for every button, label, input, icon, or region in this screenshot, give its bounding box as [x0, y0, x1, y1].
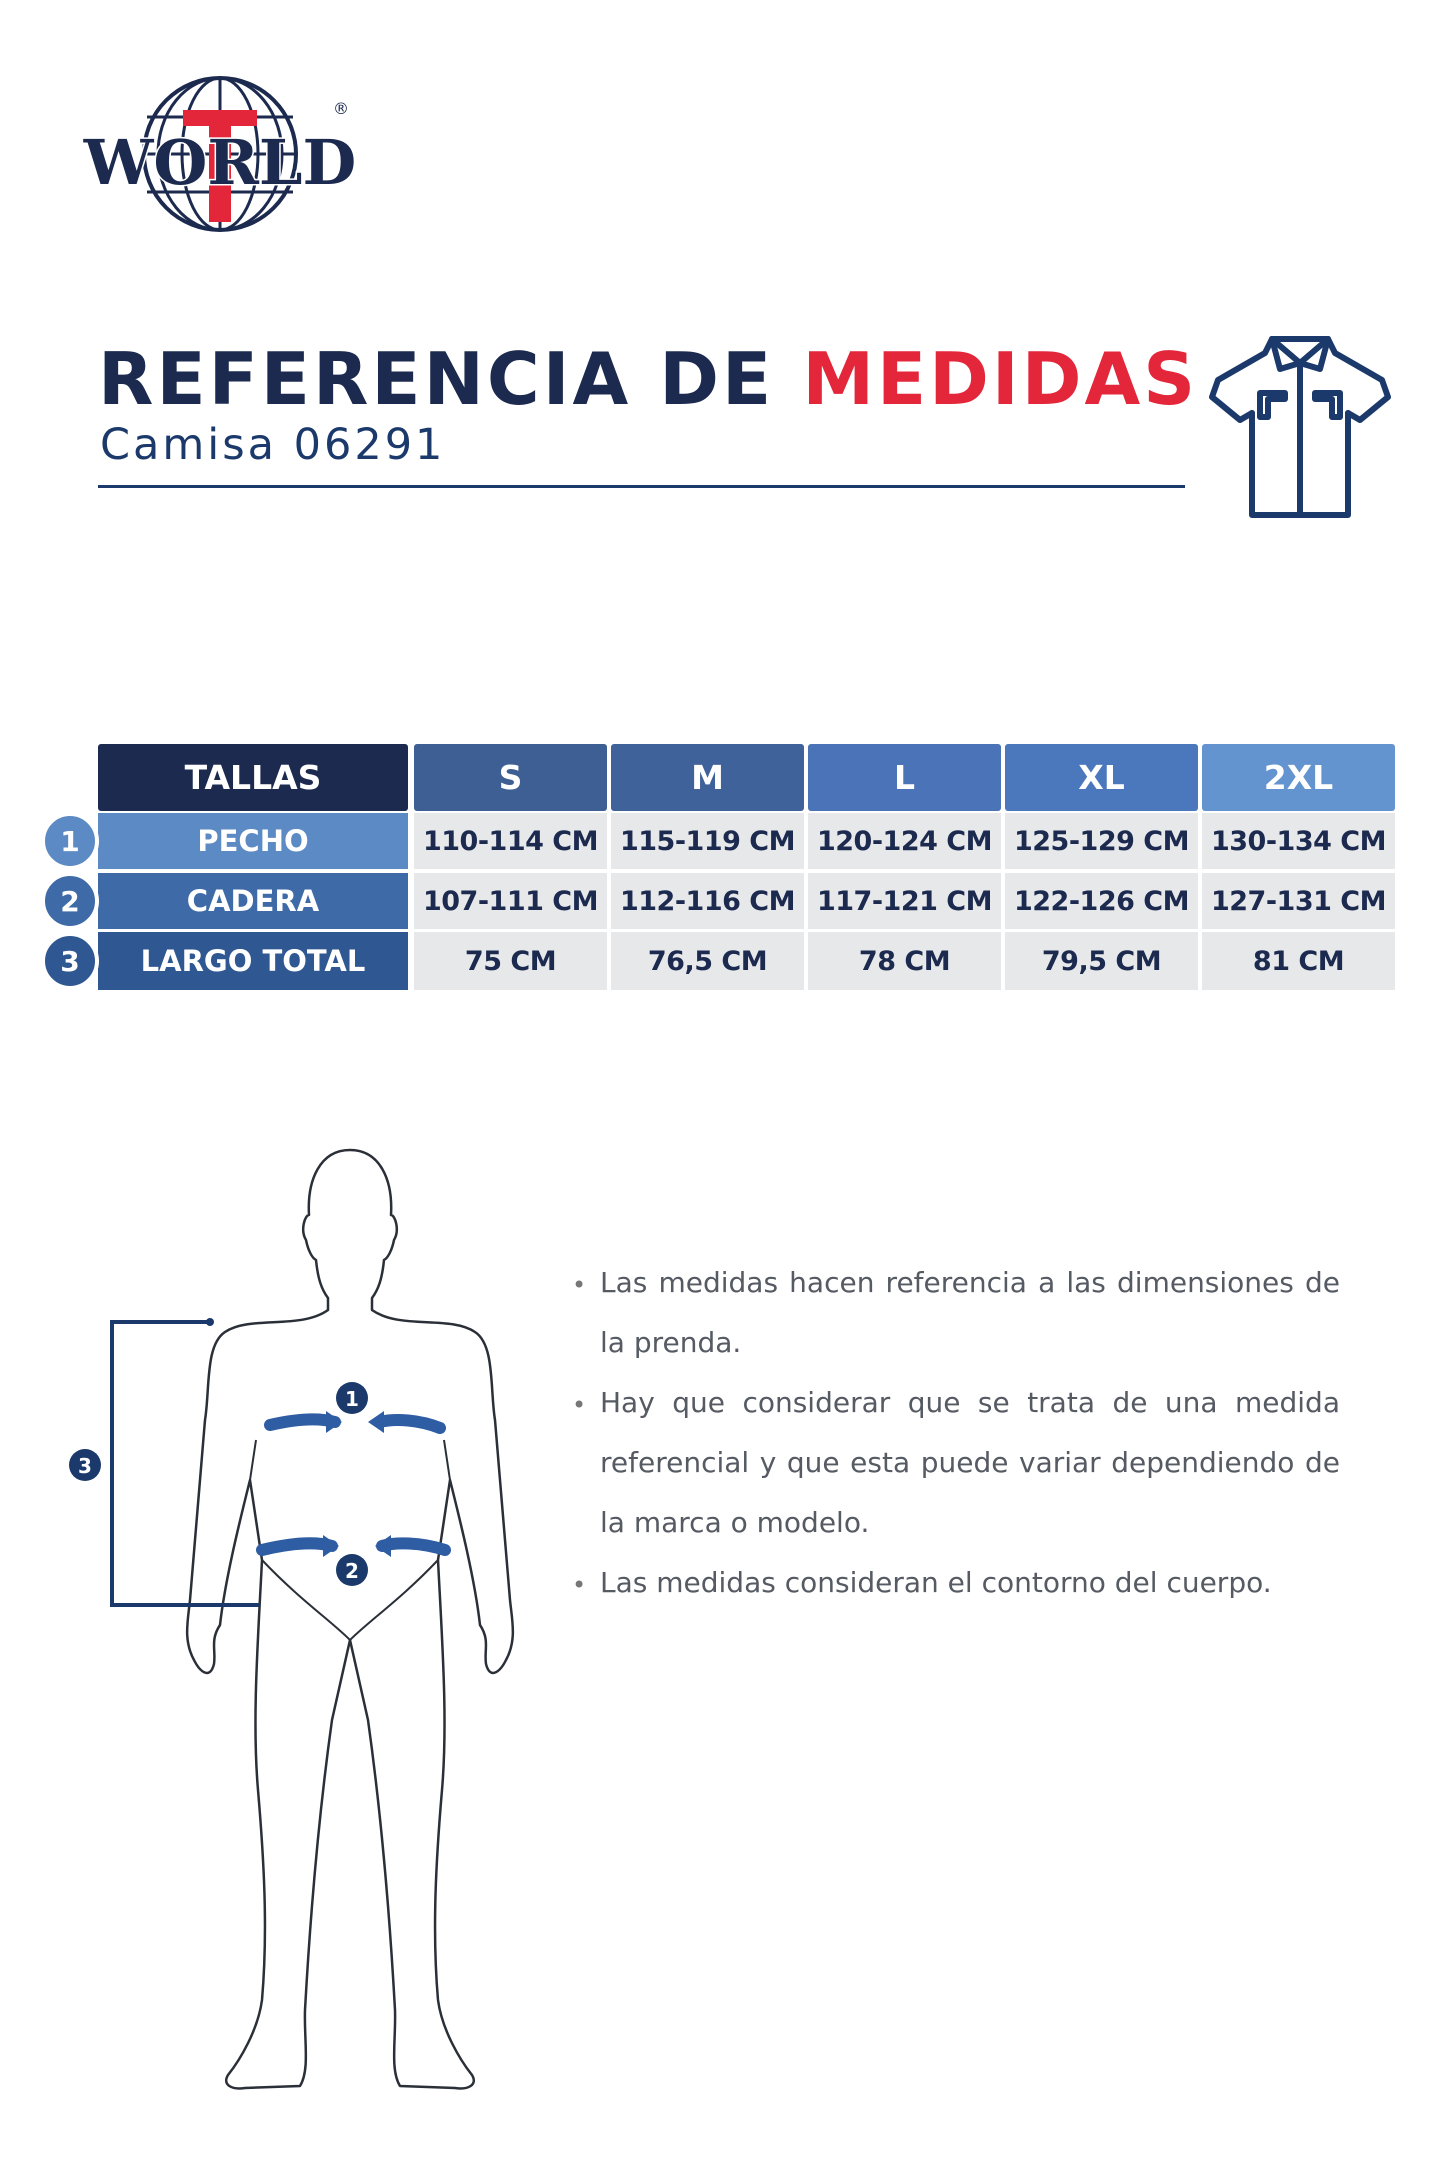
value-cell: 107-111 CM [414, 873, 607, 929]
value-cell: 130-134 CM [1202, 813, 1395, 869]
marker-3-label: 3 [78, 1454, 92, 1478]
page-subtitle: Camisa 06291 [100, 420, 446, 470]
value-cell: 112-116 CM [611, 873, 804, 929]
header-size-m: M [611, 744, 804, 811]
registered-mark: ® [333, 99, 349, 118]
header-tallas: TALLAS [98, 744, 408, 811]
title-main: REFERENCIA DE [98, 337, 775, 421]
row-number-badge: 3 [41, 932, 99, 990]
shirt-icon [1200, 325, 1400, 525]
value-cell: 79,5 CM [1005, 932, 1198, 990]
title-accent: MEDIDAS [802, 337, 1199, 421]
world-logo [83, 72, 357, 242]
logo-wordmark: WORLD [83, 126, 357, 199]
value-cell: 115-119 CM [611, 813, 804, 869]
marker-2-label: 2 [345, 1559, 359, 1583]
header-size-2xl: 2XL [1202, 744, 1395, 811]
header-size-s: S [414, 744, 607, 811]
value-cell: 78 CM [808, 932, 1001, 990]
value-cell: 120-124 CM [808, 813, 1001, 869]
value-cell: 81 CM [1202, 932, 1395, 990]
header-size-xl: XL [1005, 744, 1198, 811]
page-title [98, 337, 1199, 421]
row-label-pecho: PECHO [98, 813, 408, 869]
header-size-l: L [808, 744, 1001, 811]
note-item: • Hay que considerar que se trata de una medida referencial y que esta puede variar dependiendo de la marca o modelo. [570, 1373, 1340, 1553]
measurement-notes [570, 1253, 1340, 1613]
body-outline-icon [40, 1130, 540, 2130]
header-divider [98, 485, 1185, 488]
value-cell: 110-114 CM [414, 813, 607, 869]
value-cell: 127-131 CM [1202, 873, 1395, 929]
note-item: • Las medidas hacen referencia a las dimensiones de la prenda. [570, 1253, 1340, 1373]
marker-1-label: 1 [345, 1387, 359, 1411]
note-item: • Las medidas consideran el contorno del cuerpo. [570, 1553, 1340, 1613]
row-number-badge: 2 [41, 872, 99, 930]
value-cell: 122-126 CM [1005, 873, 1198, 929]
value-cell: 76,5 CM [611, 932, 804, 990]
row-number-badge: 1 [41, 812, 99, 870]
value-cell: 125-129 CM [1005, 813, 1198, 869]
value-cell: 117-121 CM [808, 873, 1001, 929]
row-label-cadera: CADERA [98, 873, 408, 929]
value-cell: 75 CM [414, 932, 607, 990]
row-label-largo-total: LARGO TOTAL [98, 932, 408, 990]
